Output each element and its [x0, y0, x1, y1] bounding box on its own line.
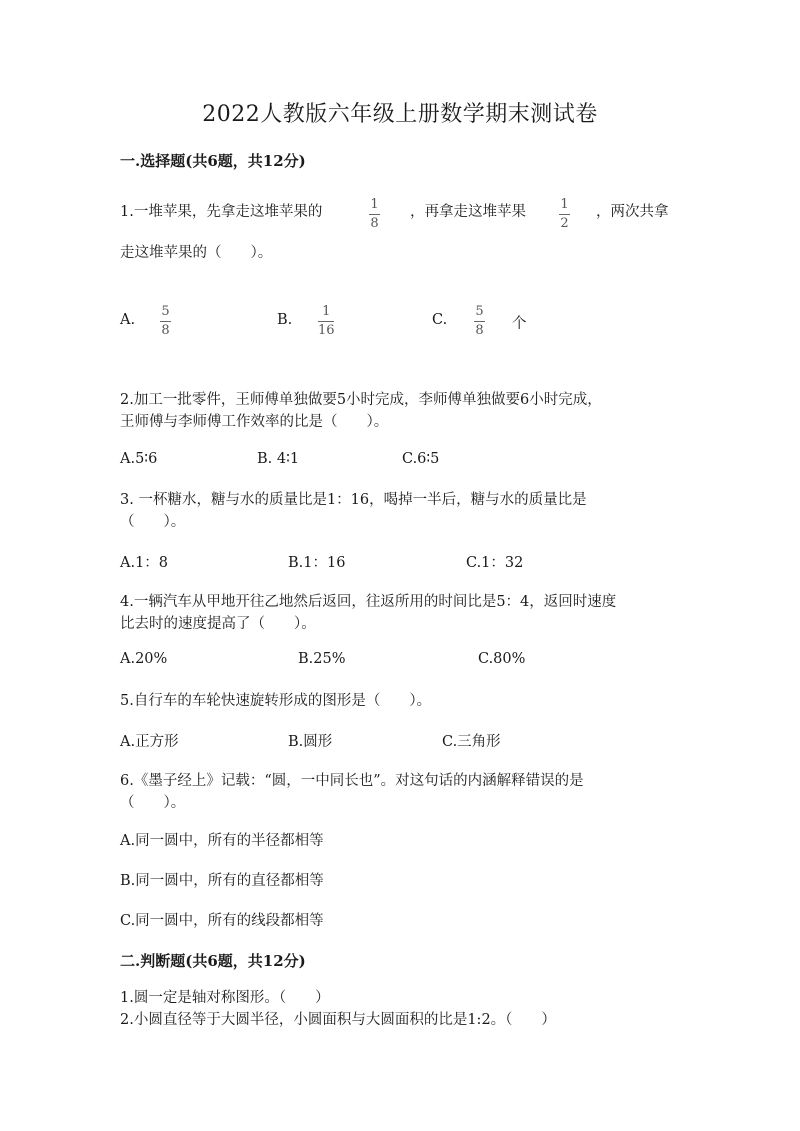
question-6-text-line1: 6.《墨子经上》记载：“圆，一中同长也”。对这句话的内涵解释错误的是: [120, 773, 584, 789]
fraction-denominator: 8: [370, 216, 379, 231]
question-4-text-line1: 4.一辆汽车从甲地开往乙地然后返回，往返所用的时间比是5：4，返回时速度: [120, 594, 617, 610]
option-c-fraction: [474, 304, 485, 338]
option-b: B.1：16: [288, 555, 346, 571]
fraction-bar: [369, 214, 380, 215]
fraction-bar: [160, 321, 171, 322]
option-a: A.正方形: [120, 734, 179, 750]
fraction-denominator: 8: [161, 323, 170, 338]
true-false-item-1: 1.圆一定是轴对称图形。（ ）: [120, 990, 330, 1006]
option-b-label: B.: [277, 312, 293, 328]
question-2-text-line1: 2.加工一批零件，王师傅单独做要5小时完成，李师傅单独做要6小时完成，: [120, 392, 602, 408]
option-c: C.1：32: [466, 555, 524, 571]
question-6-text-line2: （ ）。: [120, 795, 186, 811]
option-a: A.1：8: [120, 555, 169, 571]
fraction-numerator: 5: [475, 304, 484, 319]
fraction-numerator: 1: [322, 304, 331, 319]
fraction-numerator: 5: [161, 304, 170, 319]
option-b: B.25%: [298, 651, 346, 667]
option-b: B.圆形: [288, 734, 333, 750]
option-c-label: C.: [432, 312, 448, 328]
option-a: A.5∶6: [120, 451, 158, 467]
page-title: 2022人教版六年级上册数学期末测试卷: [202, 102, 598, 127]
option-c: C.80%: [478, 651, 526, 667]
question-1-text-line2: 走这堆苹果的（ ）。: [120, 245, 273, 261]
option-a-label: A.: [120, 312, 136, 328]
fraction-bar: [318, 321, 334, 322]
fraction-numerator: 1: [370, 197, 379, 212]
question-3-text-line2: （ ）。: [120, 514, 186, 530]
question-1-fraction-b: [559, 197, 570, 231]
option-c: C.6∶5: [402, 451, 440, 467]
fraction-denominator: 2: [560, 216, 569, 231]
question-3-text-line1: 3. 一杯糖水，糖与水的质量比是1：16，喝掉一半后，糖与水的质量比是: [120, 492, 587, 508]
option-b: B. 4∶1: [257, 451, 300, 467]
section-heading-true-false: 二.判断题(共6题，共12分): [120, 952, 306, 970]
question-4-text-line2: 比去时的速度提高了（ ）。: [120, 616, 316, 632]
fraction-numerator: 1: [560, 197, 569, 212]
section-heading-choice: 一.选择题(共6题，共12分): [120, 152, 306, 170]
fraction-denominator: 16: [318, 323, 335, 338]
option-c: C.三角形: [442, 734, 501, 750]
option-b: B.同一圆中，所有的直径都相等: [120, 873, 324, 889]
question-1-text-b: ，再拿走这堆苹果: [410, 204, 526, 220]
option-c-suffix: 个: [512, 316, 527, 332]
question-1-fraction-a: [369, 197, 380, 231]
question-1-text-c: ，两次共拿: [596, 204, 669, 220]
option-c: C.同一圆中，所有的线段都相等: [120, 913, 324, 929]
fraction-bar: [559, 214, 570, 215]
option-b-fraction: [318, 304, 335, 338]
question-2-text-line2: 王师傅与李师傅工作效率的比是（ ）。: [120, 414, 389, 430]
question-1-text-a: 1.一堆苹果，先拿走这堆苹果的: [120, 204, 323, 220]
option-a-fraction: [160, 304, 171, 338]
question-5-text-line1: 5.自行车的车轮快速旋转形成的图形是（ ）。: [120, 693, 432, 709]
option-a: A.同一圆中，所有的半径都相等: [120, 833, 324, 849]
true-false-item-2: 2.小圆直径等于大圆半径，小圆面积与大圆面积的比是1:2。（ ）: [120, 1012, 556, 1028]
fraction-denominator: 8: [475, 323, 484, 338]
fraction-bar: [474, 321, 485, 322]
option-a: A.20%: [120, 651, 168, 667]
